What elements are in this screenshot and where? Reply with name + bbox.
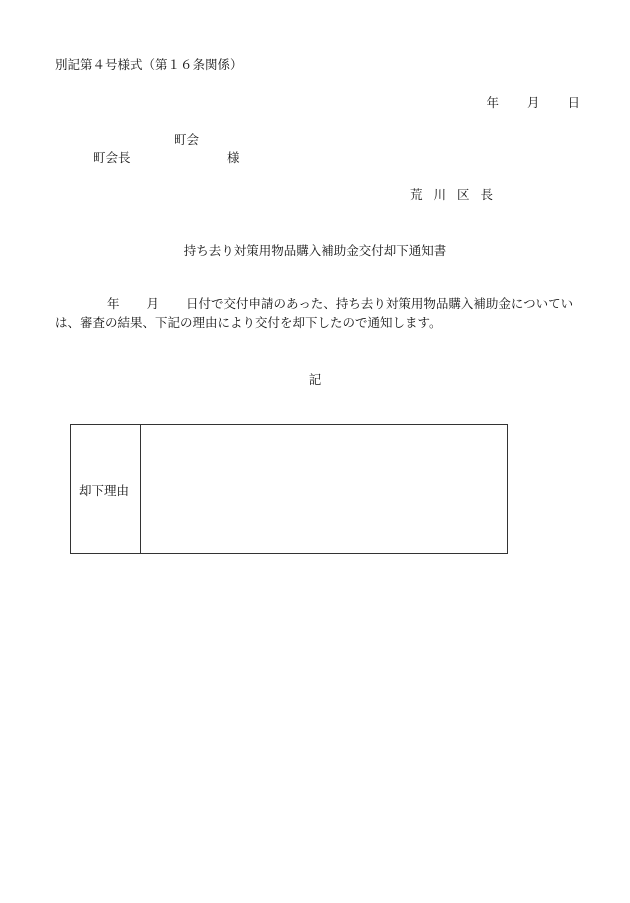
reason-label-cell	[71, 425, 141, 553]
body-year: 年	[107, 296, 120, 311]
sender-char: 川	[433, 187, 447, 202]
reason-label: 却下理由	[79, 483, 130, 498]
addressee-chairman: 町会長	[93, 150, 131, 165]
body-month: 月	[146, 296, 160, 311]
reason-value-cell[interactable]	[141, 425, 507, 553]
sender-char: 区	[457, 187, 470, 202]
date-day: 日	[567, 95, 580, 110]
addressee-town-council: 町会	[174, 132, 200, 147]
date-line	[486, 97, 580, 110]
date-year: 年	[486, 95, 499, 110]
sender-char: 荒	[410, 187, 423, 202]
body-line-1-text: 日付で交付申請のあった、持ち去り対策用物品購入補助金についてい	[186, 296, 574, 311]
form-number: 別記第４号様式（第１６条関係）	[55, 57, 243, 72]
date-month: 月	[526, 95, 540, 110]
document-title: 持ち去り対策用物品購入補助金交付却下通知書	[183, 243, 447, 258]
addressee-honorific: 様	[227, 150, 240, 165]
rejection-reason-table	[70, 424, 508, 554]
body-line-1	[55, 298, 573, 311]
body-line-2: は、審査の結果、下記の理由により交付を却下したので通知します。	[55, 315, 442, 330]
ki-heading: 記	[308, 372, 322, 387]
sender-char: 長	[480, 187, 494, 202]
sender-ward-mayor	[410, 189, 493, 202]
